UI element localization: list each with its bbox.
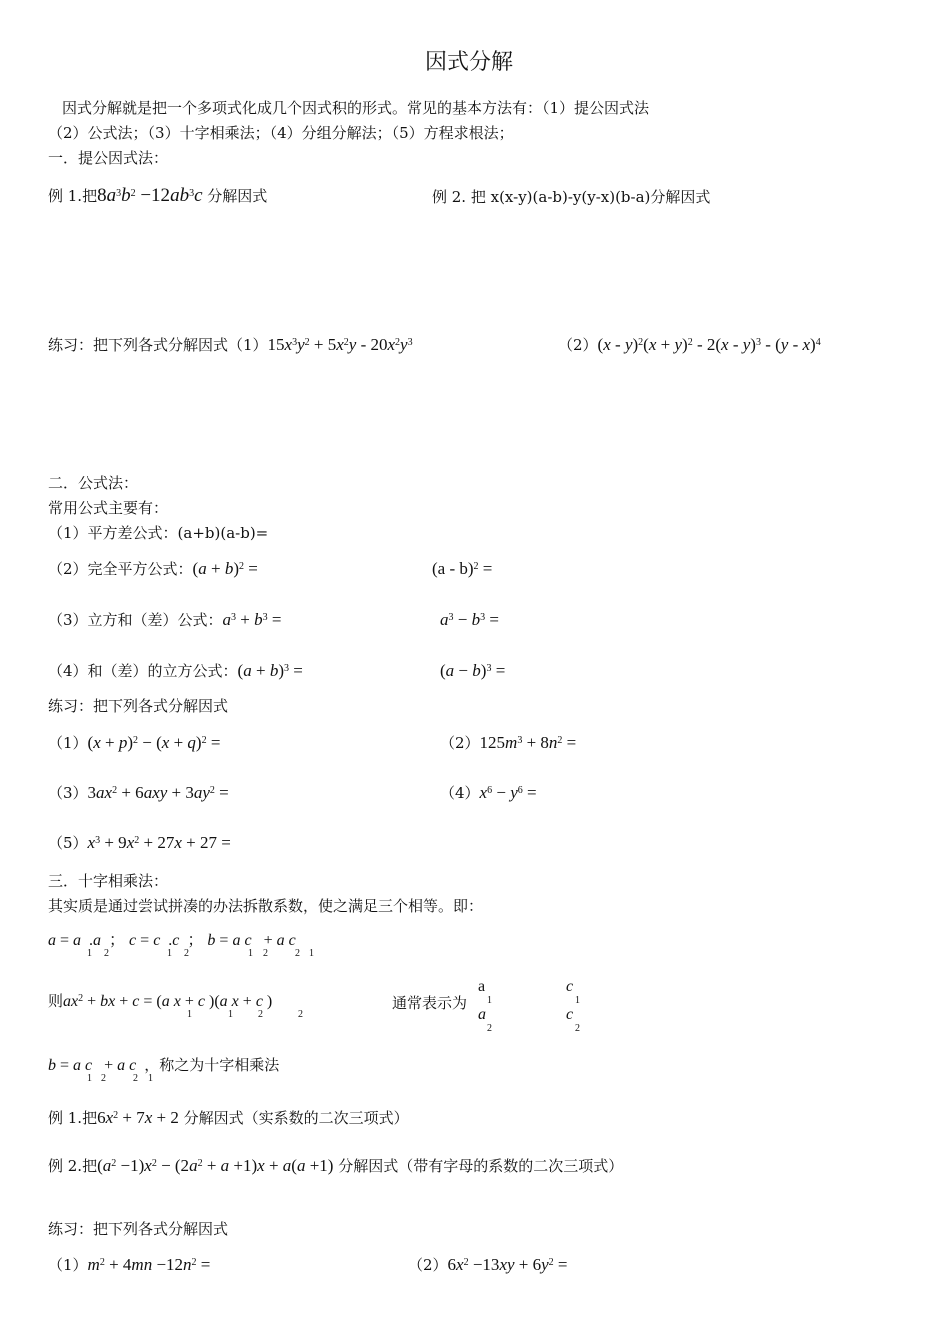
subscript-2: 2 <box>295 948 300 959</box>
s3-p2-expression: $6x^2 -13xy + 6y^2$ = <box>447 1255 568 1274</box>
section2-practice-5 <box>48 834 231 852</box>
subscript-2: 2 <box>298 1009 303 1020</box>
s3-ex1-expression: $6x^2 + 7x + 2$ <box>97 1108 179 1127</box>
section2-practice-4 <box>440 784 537 802</box>
subscript-1: 1 <box>309 948 314 959</box>
s3-ex2-label: 例 2.把 <box>48 1157 98 1175</box>
s2-p3-expression: $3ax^2 + 6axy + 3ay^2$ = <box>87 783 229 802</box>
section3-description: 其实质是通过尝试拼凑的办法拆散系数，使之满足三个相等。即： <box>48 897 484 915</box>
page-title: 因式分解 <box>425 50 514 75</box>
section1-practice-2 <box>558 336 821 354</box>
s2-p2-expression: $125m^3 + 8n^2$ = <box>479 733 577 752</box>
formula-difference-of-squares: （1）平方差公式：(a+b)(a-b)= <box>48 524 269 542</box>
section2-practice-2 <box>440 734 576 752</box>
s2-p4-label: （4） <box>440 784 480 802</box>
example1-suffix: 分解因式 <box>207 187 268 205</box>
section3-example1 <box>48 1109 409 1127</box>
subscript-1: 1 <box>187 1009 192 1020</box>
b-expression: b = a c + a c <box>48 1057 137 1074</box>
formula-perfect-square <box>48 560 258 578</box>
formula4-expression: $(a + b)^3$ = <box>237 661 303 680</box>
s3-ex1-label: 例 1.把 <box>48 1109 98 1127</box>
subscript-2: 2 <box>133 1073 138 1084</box>
subscript-2: 2 <box>101 1073 106 1084</box>
formula-difference-of-cubes: $a^3 - b^3$ = <box>440 610 499 629</box>
example1-label: 例 1.把 <box>48 187 98 205</box>
subscript-2: 2 <box>487 1023 492 1034</box>
section1-example1 <box>48 187 267 205</box>
subscript-2: 2 <box>263 948 268 959</box>
section2-heading: 二．公式法： <box>48 474 139 492</box>
section1-heading: 一．提公因式法： <box>48 149 169 167</box>
section3-example2 <box>48 1157 623 1175</box>
formula2-label: （2）完全平方公式： <box>48 560 193 578</box>
subscript-1: 1 <box>228 1009 233 1020</box>
subscript-1: 1 <box>87 1073 92 1084</box>
section3-practice-1 <box>48 1256 210 1274</box>
cross-c2: c <box>566 1006 574 1023</box>
s3-ex1-suffix: 分解因式（实系数的二次三项式） <box>183 1109 409 1127</box>
section3-practice-2 <box>408 1256 568 1274</box>
subscript-1: 1 <box>575 995 580 1006</box>
cross-method-equalities: a = a .a ； c = c .c ； b = a c + a c <box>48 932 296 949</box>
practice2-expression: $(x - y)^2(x + y)^2 - 2(x - y)^3 - (y - x)^4$ <box>597 335 821 354</box>
formula-sum-of-cubes <box>48 611 281 629</box>
formula-cube-of-difference: $(a - b)^3$ = <box>440 661 506 680</box>
subscript-1: 1 <box>87 948 92 959</box>
named-text: ，称之为十字相乘法 <box>144 1056 280 1074</box>
s2-p5-label: （5） <box>48 834 88 852</box>
formula-perfect-square-minus: (a - b)$^2$ = <box>432 559 493 578</box>
cross-method-factorization <box>48 992 272 1011</box>
subscript-1: 1 <box>248 948 253 959</box>
cross-method-naming <box>48 1056 279 1075</box>
example1-expression: $8a^3b^2 -12ab^3c$ <box>97 185 203 206</box>
subscript-2: 2 <box>258 1009 263 1020</box>
subscript-1: 1 <box>487 995 492 1006</box>
formula-cube-of-sum <box>48 662 303 680</box>
subscript-1: 1 <box>148 1073 153 1084</box>
practice2-label: （2） <box>558 336 598 354</box>
intro-line-2: （2）公式法；（3）十字相乘法；（4）分组分解法；（5）方程求根法； <box>48 124 514 142</box>
s2-p1-label: （1） <box>48 734 88 752</box>
factorization-expression: $ax^2$ + bx + c = (a x + c )(a x + c ) <box>63 993 273 1010</box>
intro-line-1: 因式分解就是把一个多项式化成几个因式积的形式。常见的基本方法有：（1）提公因式法 <box>62 99 650 117</box>
s3-p1-expression: $m^2 + 4mn -12n^2$ = <box>87 1255 211 1274</box>
formula2-expression: $(a + b)^2$ = <box>192 559 258 578</box>
section2-practice-3 <box>48 784 229 802</box>
then-label: 则 <box>48 992 64 1010</box>
s3-ex2-expression: $(a^2 -1)x^2 - (2a^2 + a +1)x + a(a +1)$ <box>97 1156 334 1175</box>
section1-practice-1 <box>48 336 413 354</box>
section2-practice-1 <box>48 734 220 752</box>
section3-heading: 三．十字相乘法： <box>48 872 169 890</box>
s3-p1-label: （1） <box>48 1256 88 1274</box>
subscript-1: 1 <box>167 948 172 959</box>
s2-p5-expression: $x^3 + 9x^2 + 27x + 27$ = <box>87 833 231 852</box>
usual-representation-label: 通常表示为 <box>392 994 468 1012</box>
section2-subheading: 常用公式主要有： <box>48 499 169 517</box>
section3-practice-heading: 练习：把下列各式分解因式 <box>48 1220 229 1238</box>
s3-ex2-suffix: 分解因式（带有字母的系数的二次三项式） <box>338 1157 624 1175</box>
cross-a2: a <box>478 1006 486 1023</box>
s2-p4-expression: $x^6 - y^6$ = <box>479 783 537 802</box>
cross-a1: a <box>478 978 486 995</box>
s2-p2-label: （2） <box>440 734 480 752</box>
subscript-2: 2 <box>184 948 189 959</box>
practice1-expression: $15x^3y^2 + 5x^2y - 20x^2y^3$ <box>267 335 413 354</box>
cross-c1: c <box>566 978 574 995</box>
s2-p3-label: （3） <box>48 784 88 802</box>
formula3-label: （3）立方和（差）公式： <box>48 611 223 629</box>
subscript-2: 2 <box>104 948 109 959</box>
section2-practice-heading: 练习：把下列各式分解因式 <box>48 697 229 715</box>
s2-p1-expression: $(x + p)^2 - (x + q)^2$ = <box>87 733 221 752</box>
subscript-2: 2 <box>575 1023 580 1034</box>
formula3-expression: $a^3 + b^3$ = <box>222 610 282 629</box>
section1-example2: 例 2. 把 x(x-y)(a-b)-y(y-x)(b-a)分解因式 <box>432 188 711 206</box>
s3-p2-label: （2） <box>408 1256 448 1274</box>
formula4-label: （4）和（差）的立方公式： <box>48 662 238 680</box>
practice1-label: 练习：把下列各式分解因式（1） <box>48 336 268 354</box>
